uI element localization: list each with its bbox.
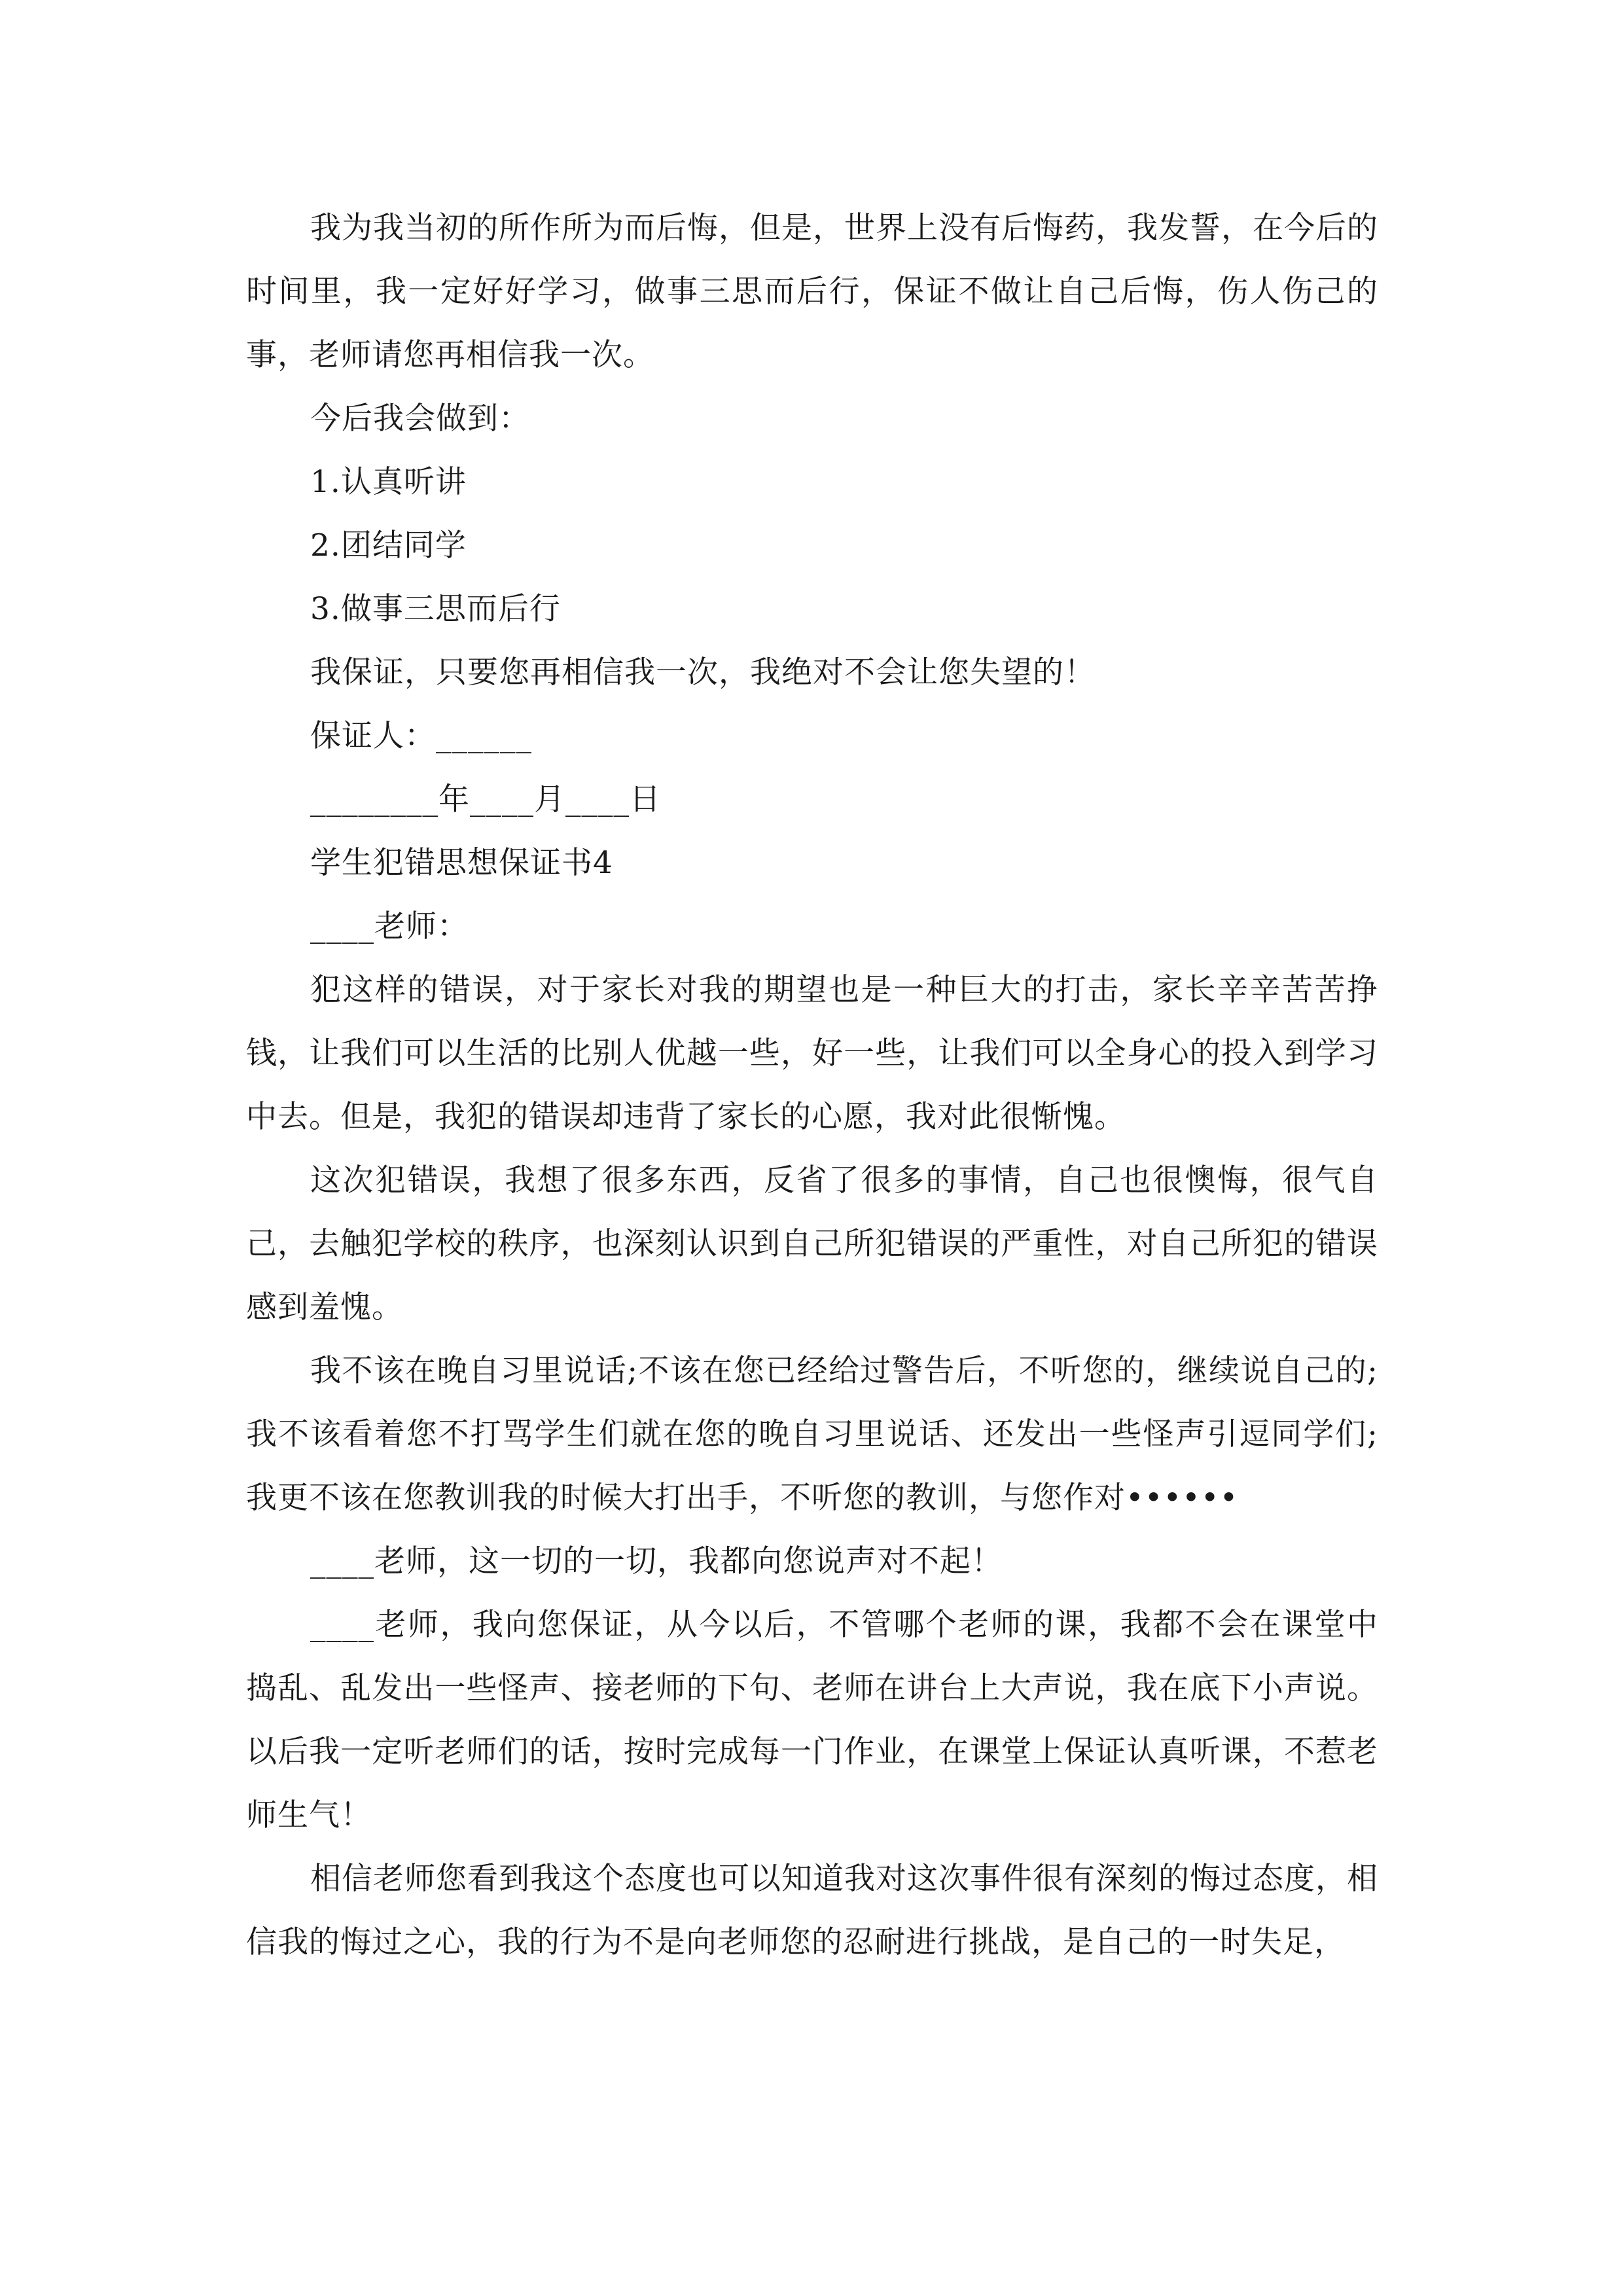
- paragraph-reflection: 这次犯错误，我想了很多东西，反省了很多的事情，自己也很懊悔，很气自己，去触犯学校的秩序，也深刻认识到自己所犯错误的严重性，对自己所犯的错误感到羞愧。: [246, 1162, 1378, 1325]
- paragraph-promise: ____老师，我向您保证，从今以后，不管哪个老师的课，我都不会在课堂中捣乱、乱发出一些怪声、接老师的下句、老师在讲台上大声说，我在底下小声说。以后我一定听老师们的话，按时完成每一门作业，在课堂上保证认真听课，不惹老师生气！: [246, 1607, 1378, 1833]
- salutation: ____老师：: [310, 908, 469, 944]
- document-body: [246, 196, 1378, 1974]
- promise-intro: 今后我会做到：: [310, 401, 530, 437]
- paragraph-wrongdoings: 我不该在晚自习里说话;不该在您已经给过警告后，不听您的，继续说自己的;我不该看着您不打骂学生们就在您的晚自习里说话、还发出一些怪声引逗同学们;我更不该在您教训我的时候大打出手，不听您的教训，与您作对••••••: [246, 1353, 1378, 1516]
- promise-item-1: 1.认真听讲: [310, 464, 467, 500]
- guarantor-signature-line: 保证人：______: [310, 718, 532, 754]
- section-title: 学生犯错思想保证书4: [310, 845, 613, 881]
- guarantee-statement: 我保证，只要您再相信我一次，我绝对不会让您失望的！: [310, 655, 1096, 691]
- paragraph-repentance: 相信老师您看到我这个态度也可以知道我对这次事件很有深刻的悔过态度，相信我的悔过之心，我的行为不是向老师您的忍耐进行挑战，是自己的一时失足，: [246, 1861, 1378, 1960]
- promise-item-3: 3.做事三思而后行: [310, 591, 561, 627]
- paragraph-regret: 我为我当初的所作所为而后悔，但是，世界上没有后悔药，我发誓，在今后的时间里，我一定好好学习，做事三思而后行，保证不做让自己后悔，伤人伤己的事，老师请您再相信我一次。: [246, 210, 1378, 373]
- paragraph-parents: 犯这样的错误，对于家长对我的期望也是一种巨大的打击，家长辛辛苦苦挣钱，让我们可以生活的比别人优越一些，好一些，让我们可以全身心的投入到学习中去。但是，我犯的错误却违背了家长的心愿，我对此很惭愧。: [246, 972, 1378, 1135]
- apology-line: ____老师，这一切的一切，我都向您说声对不起！: [310, 1543, 1003, 1579]
- promise-item-2: 2.团结同学: [310, 528, 467, 564]
- date-line: ________年____月____日: [310, 781, 661, 817]
